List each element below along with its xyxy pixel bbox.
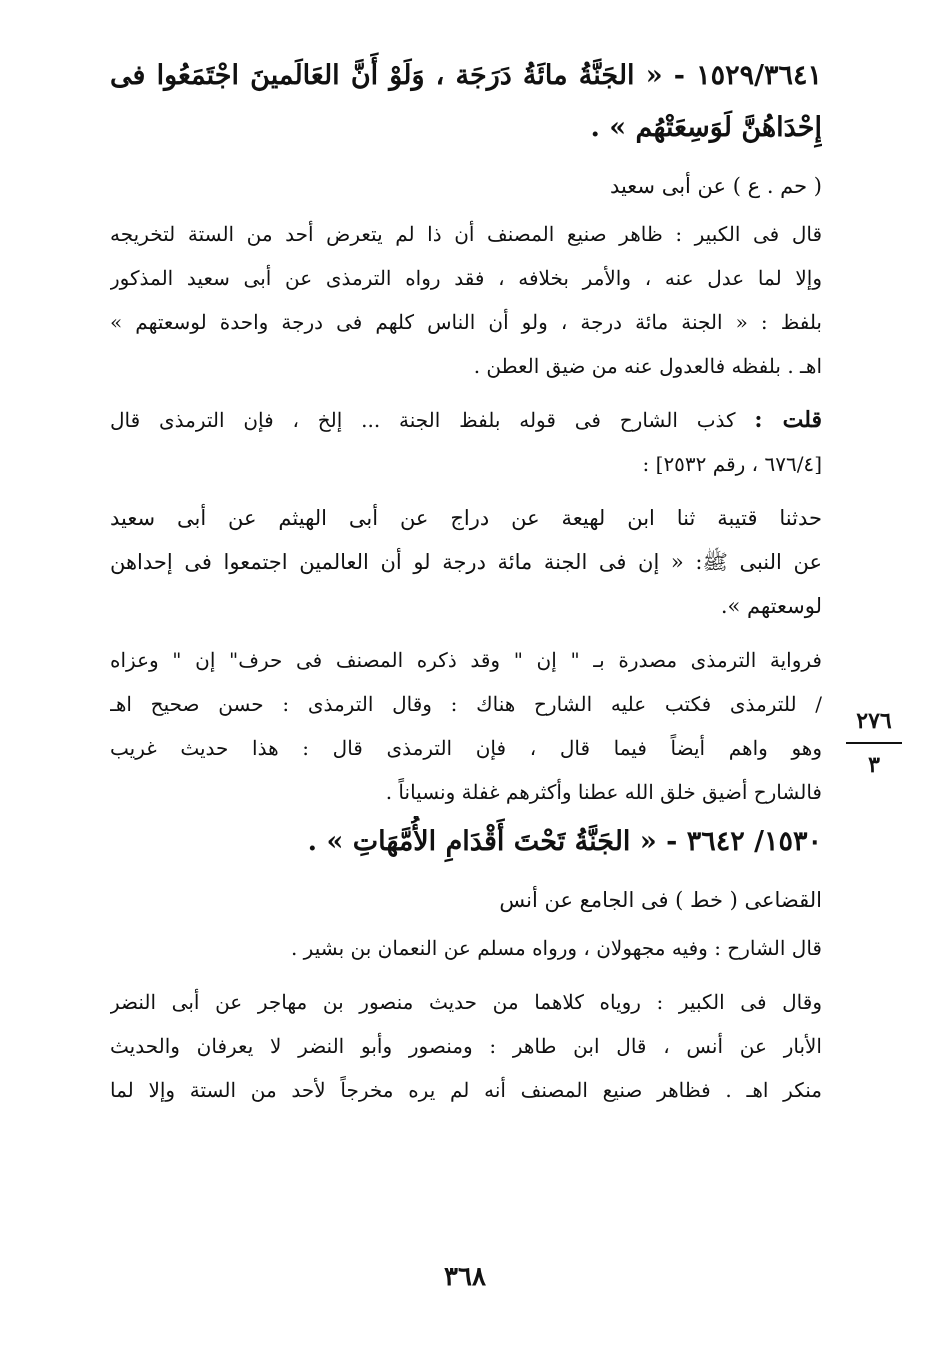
hadith-source: ( حم . ع ) عن أبى سعيد: [609, 174, 822, 198]
page-number: ٣٦٨: [444, 1262, 486, 1292]
paragraph-line: وهو واهم أيضاً فيما قال ، فإن الترمذى قال : هذا حديث غريب: [110, 736, 822, 760]
paragraph-line: بلفظ : « الجنة مائة درجة ، ولو أن الناس كلهم فى درجة واحدة لوسعتهم »: [110, 310, 822, 334]
margin-reference: [842, 706, 906, 780]
hadith-1529: [110, 50, 822, 154]
paragraph-line: الأبار عن أنس ، قال ابن طاهر : ومنصور وأبو النضر لا يعرفان والحديث: [110, 1034, 822, 1058]
paragraph-line: قال الشارح : وفيه مجهولان ، ورواه مسلم عن النعمان بن بشير .: [290, 936, 822, 960]
text-column: [110, 50, 822, 1112]
paragraph-line: فالشارح أضيق خلق الله عطنا وأكثرهم غفلة ونسياناً .: [385, 780, 822, 804]
hadith-line: إِحْدَاهُنَّ لَوَسِعَتْهُم » .: [590, 112, 822, 143]
isnad-paragraph: [110, 496, 822, 628]
hadith-line: ١٥٢٩/٣٦٤١ - « الجَنَّةُ مائَةُ دَرَجَة ، وَلَوْ أَنَّ العَالَمينَ اجْتَمَعُوا فى: [110, 60, 822, 91]
paragraph-line: اهـ . بلفظه فالعدول عنه من ضيق العطن .: [473, 354, 822, 378]
hadith-line: ١٥٣٠/ ٣٦٤٢ - « الجَنَّةُ تَحْتَ أَقْدَامِ الأُمَّهَاتِ » .: [307, 826, 822, 857]
author-note-paragraph: [110, 398, 822, 486]
margin-reference-volume-page: ٢٧٦: [856, 708, 892, 734]
qultu-label: قلت :: [754, 407, 822, 433]
paragraph-line: لوسعتهم ».: [720, 594, 822, 618]
paragraph-line: منكر اهـ . فظاهر صنيع المصنف أنه لم يره مخرجاً لأحد من الستة وإلا لما: [110, 1078, 822, 1102]
margin-reference-divider: [846, 742, 902, 744]
paragraph-line: [110, 398, 822, 442]
paragraph-line: فرواية الترمذى مصدرة بـ " إن " وقد ذكره المصنف فى حرف" إن " وعزاه: [110, 648, 822, 672]
commentary-paragraph: [110, 926, 822, 970]
hadith-source: القضاعى ( خط ) فى الجامع عن أنس: [499, 888, 822, 912]
commentary-paragraph: [110, 980, 822, 1112]
margin-reference-volume: ٣: [868, 752, 880, 778]
paragraph-line: [٦٧٦/٤ ، رقم ٢٥٣٢] :: [642, 452, 822, 476]
commentary-paragraph: [110, 212, 822, 388]
paragraph-line: عن النبى ﷺ: « إن فى الجنة مائة درجة لو أن العالمين اجتمعوا فى إحداهن: [110, 550, 822, 574]
paragraph-line: قال فى الكبير : ظاهر صنيع المصنف أن ذا لم يتعرض أحد من الستة لتخريجه: [110, 222, 822, 246]
paragraph-line: حدثنا قتيبة ثنا ابن لهيعة عن دراج عن أبى الهيثم عن أبى سعيد: [110, 506, 822, 530]
paragraph-line: / للترمذى فكتب عليه الشارح هناك : وقال الترمذى : حسن صحيح اهـ: [110, 692, 822, 716]
paragraph-line: وقال فى الكبير : روياه كلاهما من حديث منصور بن مهاجر عن أبى النضر: [110, 990, 822, 1014]
paragraph-text: كذب الشارح فى قوله بلفظ الجنة ... إلخ ، فإن الترمذى قال: [110, 408, 736, 432]
paragraph-line: وإلا لما عدل عنه ، والأمر بخلافه ، فقد رواه الترمذى عن أبى سعيد المذكور: [110, 266, 822, 290]
hadith-1530: [110, 816, 822, 868]
commentary-paragraph: [110, 638, 822, 814]
